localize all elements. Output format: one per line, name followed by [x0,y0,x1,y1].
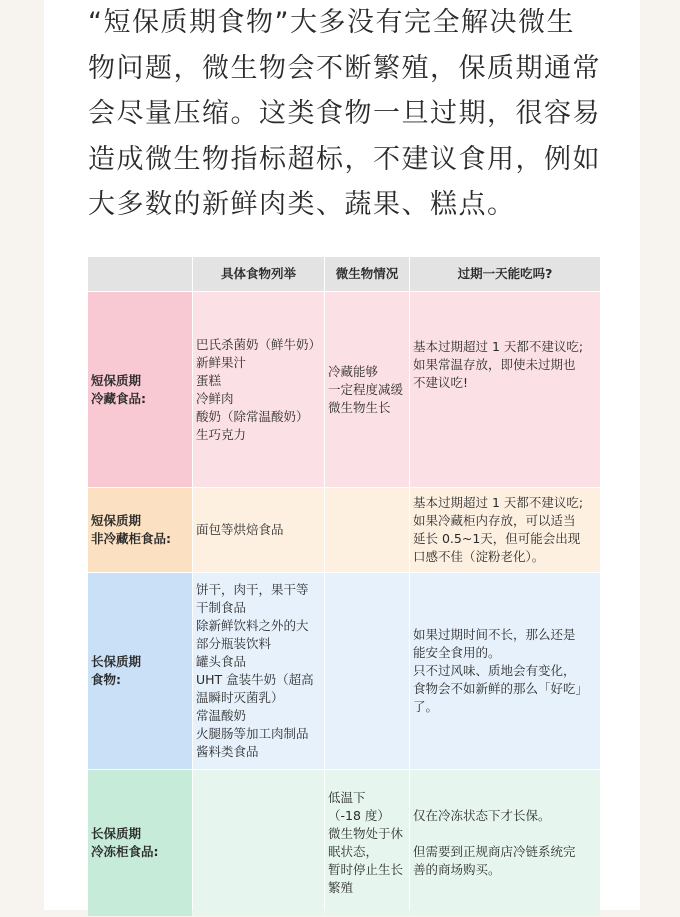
microbe-line: 一定程度减缓 [328,381,404,397]
row-category [88,573,192,769]
microbe-line: 低温下 [328,790,366,805]
row-category [88,770,192,916]
microbe-line: 冷藏能够 [328,363,379,379]
verdict-line: 如果常温存放，即使未过期也 [413,357,576,372]
category-line: 食物: [91,672,121,687]
intro-line: 会尽量压缩。这类食物一旦过期，很容易 [88,98,601,129]
row-verdict [410,292,600,487]
verdict-line: 如果冷藏柜内存放，可以适当 [413,513,576,528]
category-line: 长保质期 [91,654,142,669]
intro-paragraph [88,0,608,228]
table-row [88,770,600,916]
row-verdict [410,488,600,572]
table-header-row [88,257,600,291]
food-item: 生巧克力 [196,426,247,442]
food-item: 部分瓶装饮料 [196,636,272,651]
verdict-line: 了。 [413,699,439,714]
food-item: 饼干，肉干，果干等 [196,582,309,597]
food-item: 新鲜果汁 [196,354,247,370]
row-verdict [410,770,600,916]
row-foods [193,770,324,916]
food-item: 冷鲜肉 [196,390,234,406]
food-item: 温瞬时灭菌乳） [196,690,284,705]
microbe-line: 微生物生长 [328,399,391,415]
row-category [88,292,192,487]
microbe-line: 眠状态， [328,844,379,859]
category-line: 冷冻柜食品: [91,844,159,859]
header-blank [88,257,192,291]
intro-line: 大多数的新鲜肉类、蔬果、糕点。 [88,189,516,220]
verdict-line: 但需要到正规商店冷链系统完 [413,844,576,859]
verdict-line: 能安全食用的。 [413,645,501,660]
food-item: 面包等烘焙食品 [196,522,284,537]
category-line: 长保质期 [91,826,142,841]
category-line: 冷藏食品: [91,390,146,406]
row-verdict [410,573,600,769]
verdict-line [413,825,597,843]
table-row [88,488,600,572]
microbe-line: 暂时停止生长 [328,862,404,877]
table-row [88,292,600,487]
row-microbe [325,573,409,769]
intro-line: 造成微生物指标超标，不建议食用，例如 [88,143,601,175]
verdict-line: 仅在冷冻状态下才长保。 [413,808,551,823]
verdict-line: 基本过期超过 1 天都不建议吃; [413,495,584,510]
row-category [88,488,192,572]
category-line: 短保质期 [91,372,142,388]
verdict-line: 善的商场购买。 [413,862,501,877]
food-item: 干制食品 [196,600,247,615]
food-item: 除新鲜饮料之外的大 [196,618,309,633]
row-microbe [325,292,409,487]
food-item: 巴氏杀菌奶（鲜牛奶） [196,336,322,352]
food-item: 常温酸奶 [196,708,247,723]
category-line: 非冷藏柜食品: [91,531,171,546]
food-item: 酸奶（除常温酸奶） [196,408,309,424]
food-expiry-table [87,256,601,917]
microbe-line: 微生物处于休 [328,826,404,841]
verdict-line: 基本过期超过 1 天都不建议吃; [413,339,584,354]
table-row [88,573,600,769]
verdict-line: 口感不佳（淀粉老化）。 [413,549,545,564]
verdict-line: 延长 0.5~1天，但可能会出现 [413,531,581,546]
row-microbe [325,488,409,572]
intro-line: “短保质期食物”大多没有完全解决微生 [88,7,575,38]
verdict-line: 食物会不如新鲜的那么「好吃」 [413,681,589,696]
microbe-line: （-18 度） [328,808,390,823]
row-foods [193,488,324,572]
verdict-line: 如果过期时间不长，那么还是 [413,627,576,642]
category-line: 短保质期 [91,513,142,528]
header-microbe: 微生物情况 [325,257,409,291]
row-foods [193,292,324,487]
header-verdict: 过期一天能吃吗? [410,257,600,291]
food-item: 火腿肠等加工肉制品 [196,726,309,741]
verdict-line: 只不过风味、质地会有变化， [413,663,576,678]
intro-line: 物问题，微生物会不断繁殖，保质期通常 [88,52,601,84]
food-item: 罐头食品 [196,654,247,669]
food-item: 酱料类食品 [196,744,259,759]
row-microbe [325,770,409,916]
header-food-list: 具体食物列举 [193,257,324,291]
verdict-line: 不建议吃! [413,375,469,390]
microbe-line: 繁殖 [328,880,354,895]
food-item: 蛋糕 [196,372,222,388]
row-foods [193,573,324,769]
food-item: UHT 盒装牛奶（超高 [196,672,314,687]
